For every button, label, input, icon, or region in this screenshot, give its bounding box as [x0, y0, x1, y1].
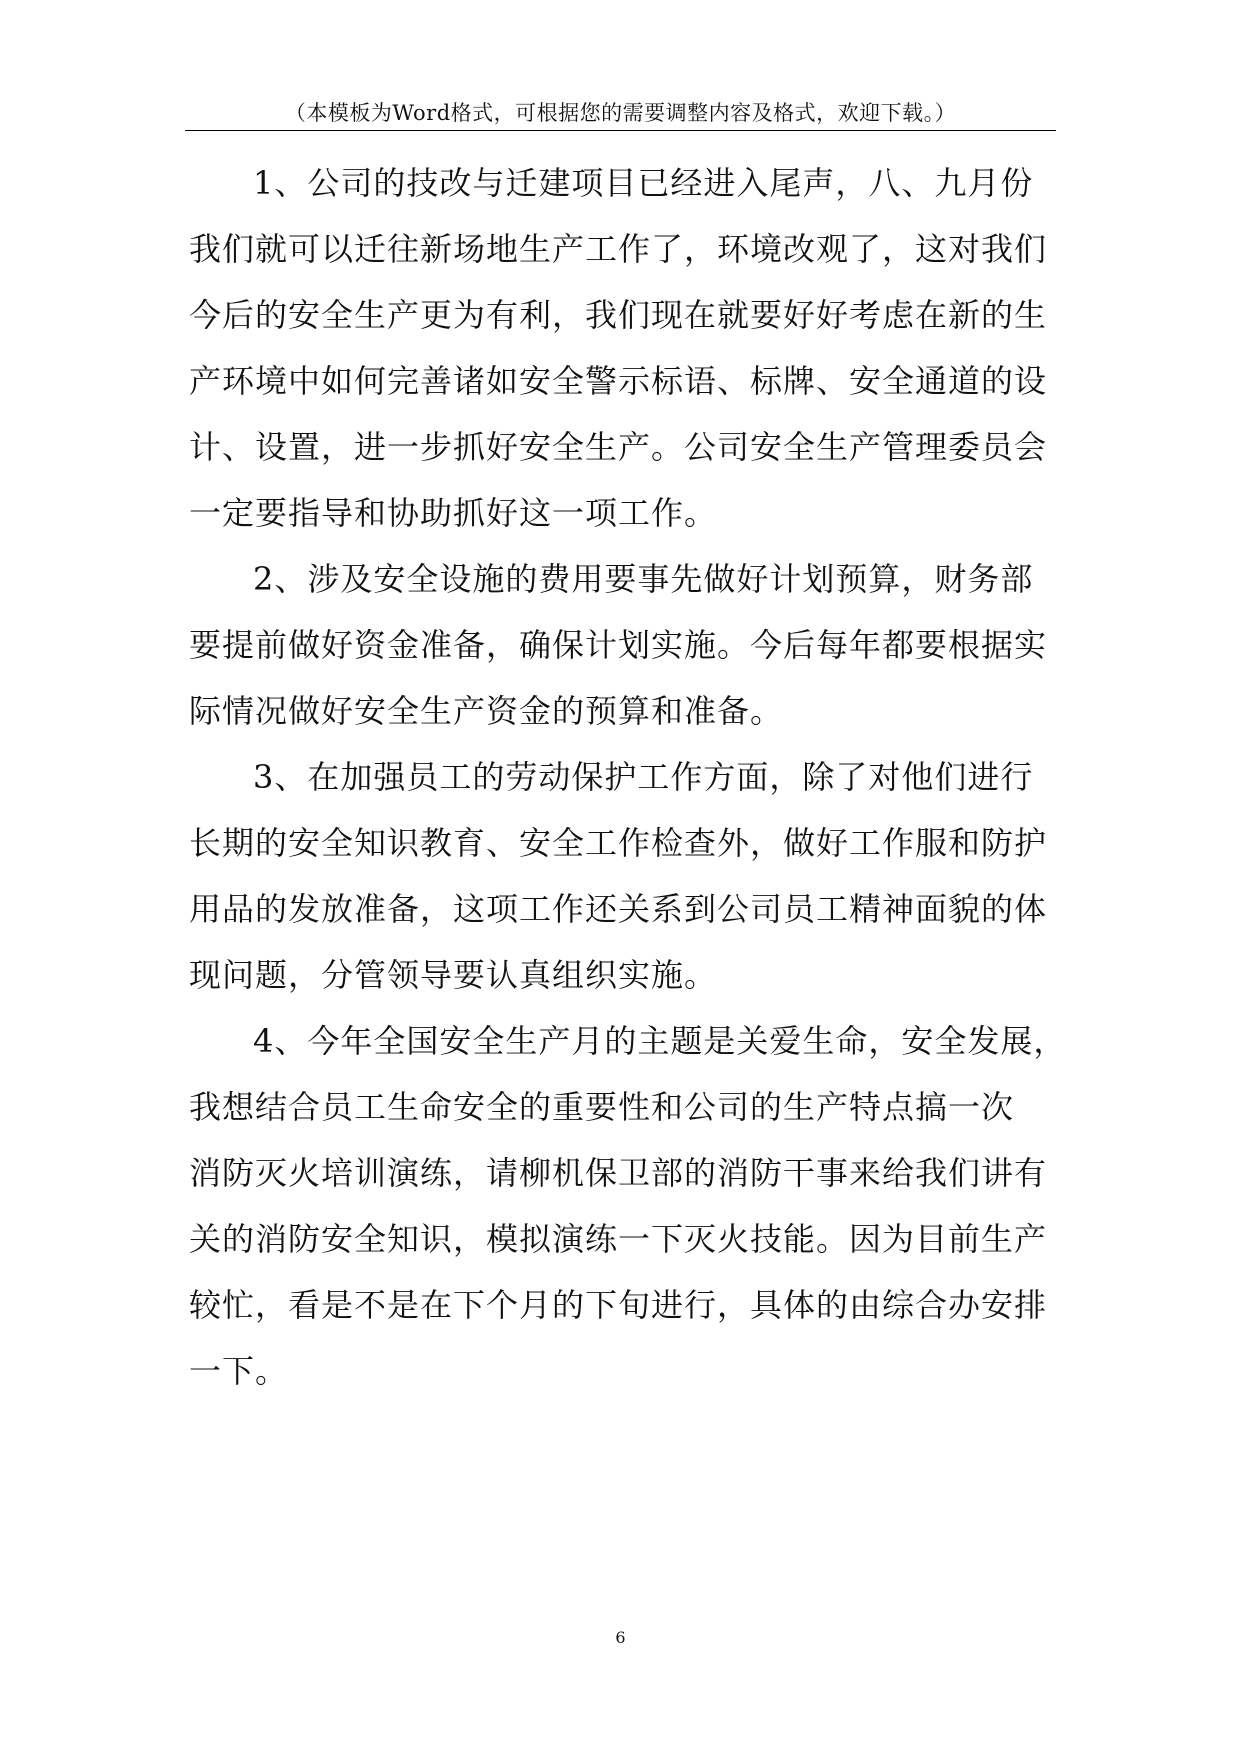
paragraph-line: 产环境中如何完善诸如安全警示标语、标牌、安全通道的设: [189, 362, 1048, 400]
header-note: （本模板为Word格式，可根据您的需要调整内容及格式，欢迎下载。）: [284, 101, 957, 125]
paragraph-line: 我想结合员工生命安全的重要性和公司的生产特点搞一次: [189, 1088, 1015, 1126]
paragraph-line: 关的消防安全知识，模拟演练一下灭火技能。因为目前生产: [189, 1220, 1048, 1258]
paragraph-2: [189, 546, 1069, 744]
page-number: 6: [615, 1628, 626, 1647]
paragraph-line: 要提前做好资金准备，确保计划实施。今后每年都要根据实: [189, 626, 1048, 664]
paragraph-line: 1、公司的技改与迁建项目已经进入尾声，八、九月份: [253, 164, 1034, 202]
paragraph-line: 4、今年全国安全生产月的主题是关爱生命，安全发展，: [253, 1022, 1067, 1060]
paragraph-line: 一定要指导和协助抓好这一项工作。: [189, 494, 718, 532]
paragraph-line: 较忙，看是不是在下个月的下旬进行，具体的由综合办安排: [189, 1286, 1048, 1324]
paragraph-4: [189, 1008, 1069, 1404]
paragraph-line: 现问题，分管领导要认真组织实施。: [189, 956, 718, 994]
paragraph-line: 我们就可以迁往新场地生产工作了，环境改观了，这对我们: [189, 230, 1048, 268]
paragraph-1: [189, 150, 1069, 546]
header-divider: [185, 130, 1056, 131]
paragraph-line: 2、涉及安全设施的费用要事先做好计划预算，财务部: [253, 560, 1034, 598]
paragraph-line: 一下。: [189, 1352, 289, 1390]
paragraph-3: [189, 744, 1069, 1008]
paragraph-line: 3、在加强员工的劳动保护工作方面，除了对他们进行: [253, 758, 1034, 796]
paragraph-line: 今后的安全生产更为有利，我们现在就要好好考虑在新的生: [189, 296, 1048, 334]
body-text: [189, 150, 1069, 1404]
paragraph-line: 消防灭火培训演练，请柳机保卫部的消防干事来给我们讲有: [189, 1154, 1048, 1192]
paragraph-line: 用品的发放准备，这项工作还关系到公司员工精神面貌的体: [189, 890, 1048, 928]
paragraph-line: 计、设置，进一步抓好安全生产。公司安全生产管理委员会: [189, 428, 1048, 466]
paragraph-line: 际情况做好安全生产资金的预算和准备。: [189, 692, 784, 730]
paragraph-line: 长期的安全知识教育、安全工作检查外，做好工作服和防护: [189, 824, 1048, 862]
